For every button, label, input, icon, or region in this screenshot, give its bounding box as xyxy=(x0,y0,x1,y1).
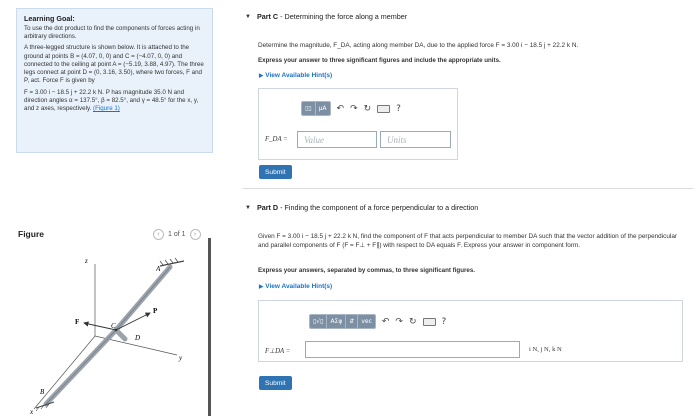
help-icon[interactable]: ? xyxy=(441,316,447,327)
part-c-hint-link[interactable] xyxy=(259,72,332,79)
units-mu-button[interactable]: μA xyxy=(316,102,330,115)
keyboard-icon[interactable] xyxy=(377,105,390,113)
undo-icon[interactable]: ↶ xyxy=(336,103,345,114)
ceiling-support xyxy=(160,258,184,266)
figure-scrollbar[interactable] xyxy=(208,238,211,416)
member-dc xyxy=(116,330,125,339)
point-label-b: B xyxy=(40,388,45,396)
learning-goal-title: Learning Goal: xyxy=(24,14,75,23)
part-c-hint-text: View Available Hint(s) xyxy=(265,72,333,79)
x-axis xyxy=(34,336,95,409)
figure-pager xyxy=(153,229,201,240)
part-c-answer-panel xyxy=(258,88,458,160)
part-c-header[interactable] xyxy=(245,12,407,21)
vec-button[interactable]: vec xyxy=(358,315,375,328)
learning-goal-box xyxy=(16,8,213,153)
section-divider xyxy=(243,188,693,189)
axis-label-x: x xyxy=(30,408,34,416)
part-d-format-group xyxy=(309,314,376,329)
part-d-heading xyxy=(257,203,478,212)
part-c-caret-icon: ▼ xyxy=(245,13,251,20)
undo-icon[interactable]: ↶ xyxy=(381,316,390,327)
units-input[interactable] xyxy=(380,131,451,148)
part-d-submit-button[interactable]: Submit xyxy=(259,376,292,390)
part-c-label: Part C xyxy=(256,12,279,21)
problem-statement-2 xyxy=(24,89,205,114)
reset-icon[interactable]: ↻ xyxy=(363,103,372,114)
part-d-field-label: F⊥DA = xyxy=(265,348,291,355)
problem-statement-1: A three-legged structure is shown below. It is attached to the ground at points B = (4.07, 0, 0) and C = (−4.07, 0, 0) and connected to the ceiling at point A = (−5.19, 3.88, 4.97). The three legs connect at point D = (0, 3.16, 3.50), where two forces, F and P, act. Force F is given by xyxy=(24,44,204,85)
vector-bar-button[interactable]: ⇵ xyxy=(346,315,358,328)
figure-link[interactable]: (Figure 1) xyxy=(93,105,120,113)
problem-statement-2-text: F = 3.00 i − 18.5 j + 22.2 k N. P has magnitude 35.0 N and direction angles α = 137.5°, β = 82.5°, and γ = 48.5° for the x, y, and z axes, respectively. xyxy=(24,88,199,113)
force-label-p: P xyxy=(153,307,158,315)
point-label-c: C xyxy=(111,322,116,330)
learning-goal-text: To use the dot product to find the components of forces acting in arbitrary directions. xyxy=(24,24,200,40)
part-d-title: - Finding the component of a force perpendicular to a direction xyxy=(280,203,479,212)
greek-button[interactable]: ΑΣφ xyxy=(327,315,346,328)
left-column xyxy=(0,0,222,416)
part-d-instruction: Express your answers, separated by commas, to three significant figures. xyxy=(258,267,475,274)
right-column xyxy=(243,0,693,416)
part-c-question: Determine the magnitude, F_DA, acting along member DA, due to the applied force F = 3.00 i − 18.5 j + 22.2 k N. xyxy=(258,42,579,49)
value-input[interactable] xyxy=(297,131,377,148)
figure-prev-button[interactable]: ‹ xyxy=(153,229,164,240)
part-d-toolbar xyxy=(309,314,446,329)
part-c-instruction: Express your answer to three significant figures and include the appropriate units. xyxy=(258,57,501,64)
perpendicular-component-input[interactable] xyxy=(305,341,520,358)
structure-figure xyxy=(22,244,212,416)
part-d-header[interactable] xyxy=(245,203,478,212)
part-c-title: - Determining the force along a member xyxy=(280,12,408,21)
point-label-d: D xyxy=(135,334,141,342)
part-d-units-text: i N, j N, k N xyxy=(529,346,562,353)
templates-sqrt-button[interactable]: ▯√▯ xyxy=(310,315,327,328)
templates-button[interactable]: ▯▯ xyxy=(302,102,316,115)
point-label-a: A xyxy=(156,265,161,273)
part-d-hint-caret-icon: ▶ xyxy=(259,284,264,290)
figure-pager-text: 1 of 1 xyxy=(168,231,186,238)
part-d-question: Given F = 3.00 i − 18.5 j + 22.2 k N, find the component of F that acts perpendicular to member DA such that the vector addition of the perpendicular and parallel components of F (F = F⊥ + F∥) with respect to DA equals F. Express your answer in component form. xyxy=(258,233,678,249)
redo-icon[interactable]: ↷ xyxy=(395,316,403,327)
part-d-hint-link[interactable] xyxy=(259,283,332,290)
part-d-hint-text: View Available Hint(s) xyxy=(265,283,333,290)
figure-next-button[interactable]: › xyxy=(190,229,201,240)
figure-label: Figure xyxy=(18,229,44,239)
part-d-label: Part D xyxy=(256,203,279,212)
force-label-f: F xyxy=(75,318,80,326)
redo-icon[interactable]: ↷ xyxy=(350,103,358,114)
reset-icon[interactable]: ↻ xyxy=(408,316,417,327)
part-d-caret-icon: ▼ xyxy=(245,204,251,211)
part-c-field-label: F_DA = xyxy=(265,136,288,143)
axis-label-z: z xyxy=(85,257,88,265)
part-c-format-group xyxy=(301,101,331,116)
part-c-heading xyxy=(257,12,407,21)
keyboard-icon[interactable] xyxy=(423,318,436,326)
axis-label-y: y xyxy=(179,354,183,362)
help-icon[interactable]: ? xyxy=(396,103,401,114)
part-c-submit-button[interactable]: Submit xyxy=(259,165,292,179)
part-c-hint-caret-icon: ▶ xyxy=(259,73,264,79)
part-c-toolbar xyxy=(301,101,401,116)
